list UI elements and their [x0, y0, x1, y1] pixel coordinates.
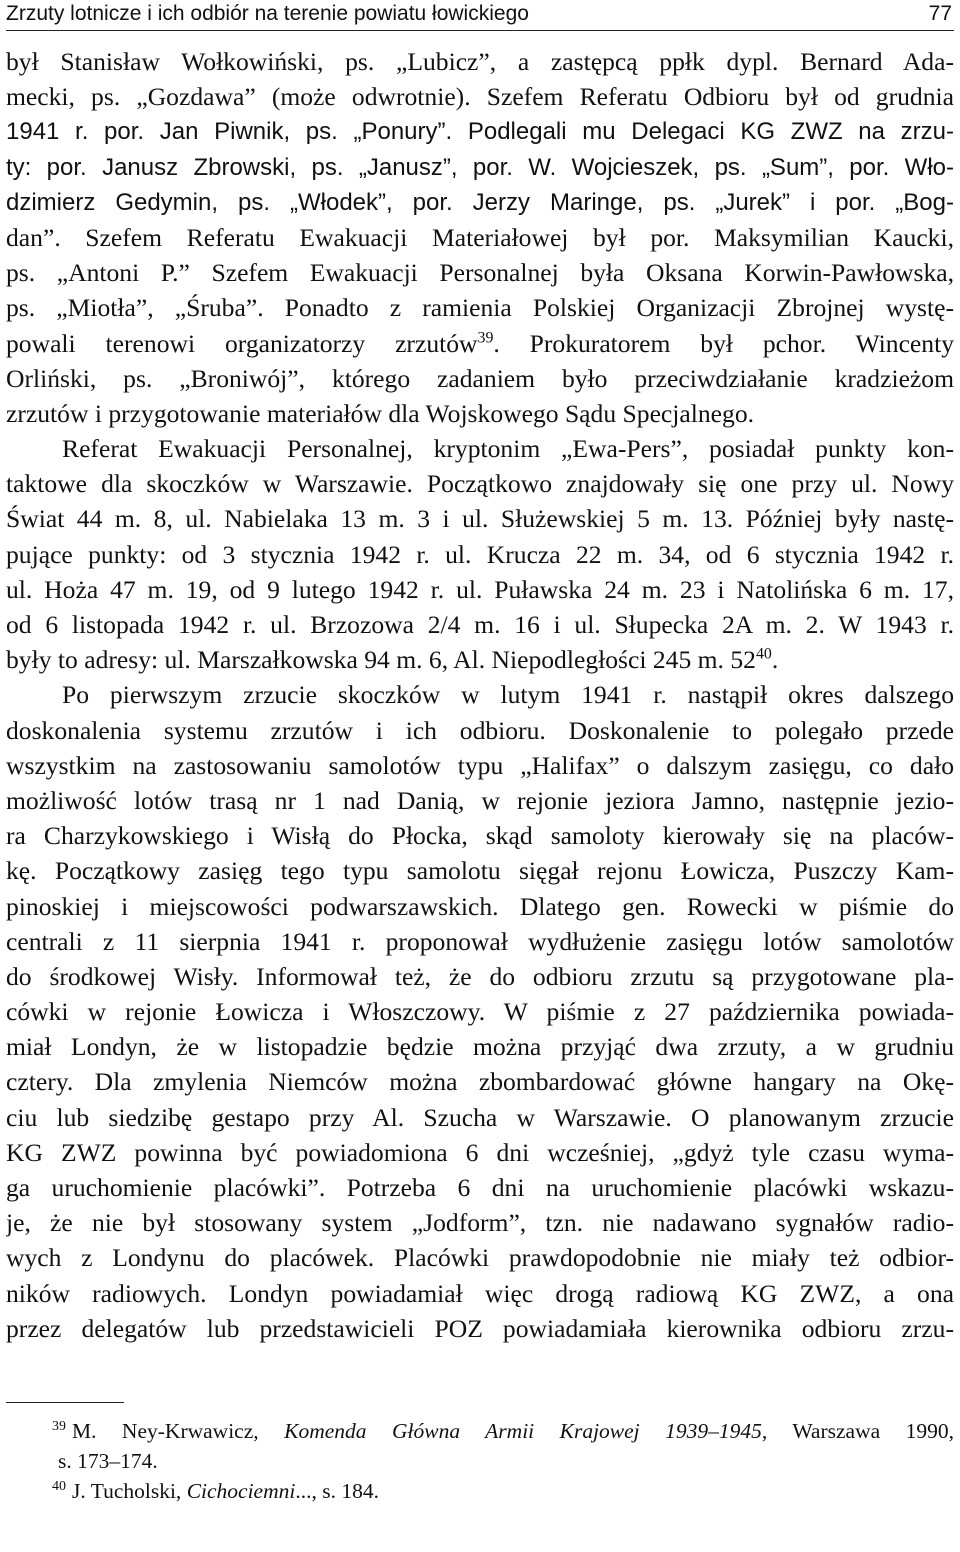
body-line: je, że nie był stosowany system „Jodform”, tzn. nie nadawano sygnałów radio- — [6, 1208, 954, 1238]
body-line: pinoskiej i miejscowości podwarszawskich. Dlatego gen. Rowecki w piśmie do — [6, 891, 954, 921]
body-line: kę. Początkowy zasięg tego typu samolotu sięgał rejonu Łowicza, Puszczy Kam- — [6, 856, 954, 886]
footnote-39-continuation: s. 173–174. — [58, 1449, 158, 1473]
footnote-title: Cichociemni — [186, 1479, 296, 1503]
body-line: Po pierwszym zrzucie skoczków w lutym 1941 r. nastąpił okres dalszego — [62, 680, 954, 710]
footnotes — [6, 1416, 954, 1506]
line-text: powali terenowi organizatorzy zrzutów — [6, 328, 478, 358]
body-line: 1941 r. por. Jan Piwnik, ps. „Ponury”. Podlegali mu Delegaci KG ZWZ na zrzu- — [6, 118, 954, 146]
line-text: były to adresy: ul. Marszałkowska 94 m. 6, Al. Niepodległości 245 m. 52 — [6, 645, 756, 675]
body-line: miał Londyn, że w listopadzie będzie można przyjąć dwa zrzuty, a w grudniu — [6, 1032, 954, 1062]
footnote-separator — [6, 1402, 124, 1403]
body-line: KG ZWZ powinna być powiadomiona 6 dni wcześniej, „gdyż tyle czasu wyma- — [6, 1137, 954, 1167]
body-line: doskonalenia systemu zrzutów i ich odbioru. Doskonalenie to polegało przede — [6, 715, 954, 745]
body-line: ps. „Antoni P.” Szefem Ewakuacji Personalnej była Oksana Korwin-Pawłowska, — [6, 258, 954, 288]
body-line: od 6 listopada 1942 r. ul. Brzozowa 2/4 m. 16 i ul. Słupecka 2A m. 2. W 1943 r. — [6, 610, 954, 639]
body-line: centrali z 11 sierpnia 1941 r. proponował wydłużenie zasięgu lotów samolotów — [6, 926, 954, 956]
body-line: ników radiowych. Londyn powiadamiał więc drogą radiową KG ZWZ, a ona — [6, 1278, 954, 1308]
body-line: ul. Hoża 47 m. 19, od 9 lutego 1942 r. ul. Puławska 24 m. 23 i Natolińska 6 m. 17, — [6, 574, 954, 604]
body-text — [6, 44, 954, 1346]
body-line: Orliński, ps. „Broniwój”, którego zadaniem było przeciwdziałanie kradzieżom — [6, 363, 954, 393]
running-header — [6, 0, 954, 31]
body-line: przez delegatów lub przedstawicieli POZ powiadamiała kierownika odbioru zrzu- — [6, 1313, 954, 1343]
body-line: taktowe dla skoczków w Warszawie. Początkowo znajdowały się one przy ul. Nowy — [6, 469, 954, 499]
body-line: cztery. Dla zmylenia Niemców można zbombardować główne hangary na Okę- — [6, 1067, 954, 1097]
footnote-number: 39 — [52, 1418, 66, 1434]
body-line: ciu lub siedzibę gestapo przy Al. Szucha w Warszawie. O planowanym zrzucie — [6, 1102, 954, 1132]
body-line: do środkowej Wisły. Informował też, że do odbioru zrzutu są przygotowane pla- — [6, 961, 954, 991]
body-line-with-footnote — [6, 642, 954, 677]
body-line: ra Charzykowskiego i Wisłą do Płocka, skąd samoloty kierowały się na placów- — [6, 821, 954, 851]
document-page — [6, 0, 954, 1552]
body-line: ps. „Miotła”, „Śruba”. Ponadto z ramienia Polskiej Organizacji Zbrojnej wystę- — [6, 293, 954, 323]
body-line: dan”. Szefem Referatu Ewakuacji Materiałowej był por. Maksymilian Kaucki, — [6, 222, 954, 252]
body-line: Referat Ewakuacji Personalnej, kryptonim „Ewa-Pers”, posiadał punkty kon- — [62, 434, 954, 464]
body-line: wszystkim na zastosowaniu samolotów typu „Halifax” o dalszym zasięgu, co dało — [6, 750, 954, 780]
body-line: był Stanisław Wołkowiński, ps. „Lubicz”, a zastępcą ppłk dypl. Bernard Ada- — [6, 47, 954, 76]
body-line: Świat 44 m. 8, ul. Nabielaka 13 m. 3 i ul. Służewskiej 5 m. 13. Później były nastę- — [6, 504, 954, 534]
body-line: ga uruchomienie placówki”. Potrzeba 6 dni na uruchomienie placówki wskazu- — [6, 1173, 954, 1202]
line-text: . Prokuratorem był pchor. Wincenty — [493, 328, 954, 358]
footnote-author: M. Ney-Krwawicz, — [71, 1419, 285, 1443]
footnote-author: J. Tucholski, — [71, 1479, 187, 1503]
body-line: cówki w rejonie Łowicza i Włoszczowy. W piśmie z 27 października powiada- — [6, 997, 954, 1027]
body-line: ty: por. Janusz Zbrowski, ps. „Janusz”, por. W. Wojcieszek, ps. „Sum”, por. Wło- — [6, 153, 954, 181]
body-line-with-footnote — [6, 326, 954, 361]
footnote-ref-40: 40 — [755, 645, 772, 663]
running-title: Zrzuty lotnicze i ich odbiór na terenie powiatu łowickiego — [6, 2, 529, 25]
footnote-rest: ..., s. 184. — [295, 1479, 379, 1503]
footnote-title: Komenda Główna Armii Krajowej 1939–1945 — [284, 1419, 762, 1443]
footnote-40 — [6, 1476, 954, 1506]
body-line: dzimierz Gedymin, ps. „Włodek”, por. Jerzy Maringe, ps. „Jurek” i por. „Bog- — [6, 188, 954, 216]
footnote-rest: , Warszawa 1990, — [761, 1419, 954, 1443]
page-number: 77 — [928, 2, 952, 25]
footnote-number: 40 — [52, 1478, 66, 1494]
footnote-39 — [6, 1416, 954, 1446]
body-line: pujące punkty: od 3 stycznia 1942 r. ul. Krucza 22 m. 34, od 6 stycznia 1942 r. — [6, 539, 954, 569]
body-line: możliwość lotów trasą nr 1 nad Danią, w rejonie jeziora Jamno, następnie jezio- — [6, 785, 954, 815]
footnote-ref-39: 39 — [477, 328, 494, 346]
body-line: zrzutów i przygotowanie materiałów dla Wojskowego Sądu Specjalnego. — [6, 398, 755, 428]
body-line: mecki, ps. „Gozdawa” (może odwrotnie). Szefem Referatu Odbioru był od grudnia — [6, 82, 954, 112]
body-line: wych z Londynu do placówek. Placówki prawdopodobnie nie miały też odbior- — [6, 1243, 954, 1273]
line-text: . — [771, 645, 779, 675]
